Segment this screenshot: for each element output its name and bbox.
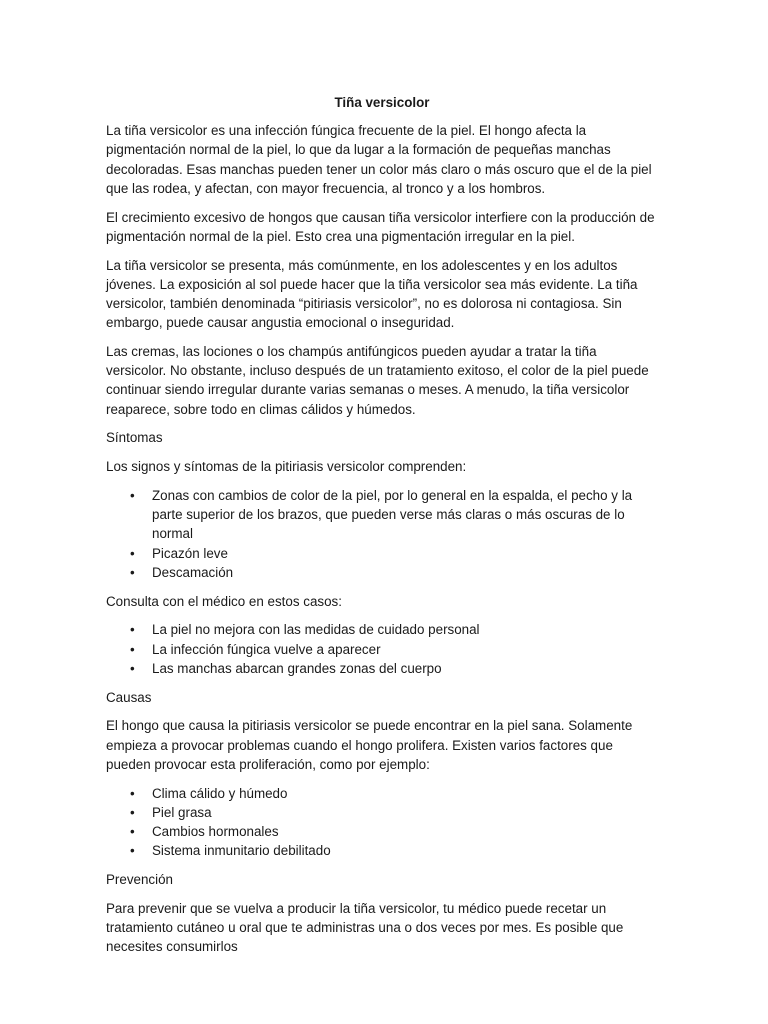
list-item — [106, 620, 658, 639]
list-item-text: Sistema inmunitario debilitado — [152, 843, 331, 859]
list-item — [106, 640, 658, 659]
list-item-text: Descamación — [152, 564, 234, 580]
list-item — [106, 544, 658, 563]
list-item — [106, 822, 658, 841]
bullet-icon: • — [130, 843, 135, 859]
list-item-text: La piel no mejora con las medidas de cuidado personal — [152, 622, 480, 638]
list-item — [106, 841, 658, 860]
bullet-icon: • — [130, 641, 135, 657]
intro-paragraph-4: Las cremas, las lociones o los champús antifúngicos pueden ayudar a tratar la tiña versicolor. No obstante, incluso después de un tratamiento exitoso, el color de la piel puede continuar siendo irregular durante varias semanas o meses. A menudo, la tiña versicolor reaparece, sobre todo en climas cálidos y húmedos. — [106, 344, 649, 417]
consult-list — [106, 620, 658, 678]
prevention-heading: Prevención — [106, 872, 173, 888]
symptoms-list — [106, 486, 658, 582]
list-item — [106, 803, 658, 822]
symptoms-heading: Síntomas — [106, 430, 163, 446]
bullet-icon: • — [130, 785, 135, 801]
list-item-text: La infección fúngica vuelve a aparecer — [152, 641, 381, 657]
prevention-text: Para prevenir que se vuelva a producir la tiña versicolor, tu médico puede recetar un tratamiento cutáneo u oral que te administras una o dos veces por mes. Es posible que necesites consumirlos — [106, 900, 624, 955]
intro-paragraph-3: La tiña versicolor se presenta, más comúnmente, en los adolescentes y en los adultos jóvenes. La exposición al sol puede hacer que la tiña versicolor sea más evidente. La tiña versicolor, también denominada “pitiriasis versicolor”, no es dolorosa ni contagiosa. Sin embargo, puede causar angustia emocional o inseguridad. — [106, 257, 638, 331]
intro-paragraph-1: La tiña versicolor es una infección fúngica frecuente de la piel. El hongo afecta la pigmentación normal de la piel, lo que da lugar a la formación de pequeñas manchas decoloradas. Esas manchas pueden tener un color más claro o más oscuro que el de la piel que las rodea, y afectan, con mayor frecuencia, al tronco y a los hombros. — [106, 123, 652, 196]
intro-paragraph-2: El crecimiento excesivo de hongos que causan tiña versicolor interfiere con la producción de pigmentación normal de la piel. Esto crea una pigmentación irregular en la piel. — [106, 209, 655, 244]
bullet-icon: • — [130, 804, 135, 820]
bullet-icon: • — [130, 824, 135, 840]
consult-lead: Consulta con el médico en estos casos: — [106, 593, 342, 609]
list-item-text: Clima cálido y húmedo — [152, 785, 288, 801]
symptoms-lead: Los signos y síntomas de la pitiriasis versicolor comprenden: — [106, 459, 467, 475]
list-item — [106, 486, 658, 544]
bullet-icon: • — [130, 564, 135, 580]
document-title: Tiña versicolor — [334, 95, 430, 110]
causes-lead: El hongo que causa la pitiriasis versicolor se puede encontrar en la piel sana. Solamente empieza a provocar problemas cuando el hongo prolifera. Existen varios factores que pueden provocar esta proliferación, como por ejemplo: — [106, 718, 633, 772]
list-item-text: Zonas con cambios de color de la piel, por lo general en la espalda, el pecho y la parte superior de los brazos, que pueden verse más claras o más oscuras de lo normal — [152, 488, 633, 542]
causes-heading: Causas — [106, 689, 152, 705]
causes-list — [106, 784, 658, 861]
bullet-icon: • — [130, 545, 135, 561]
bullet-icon: • — [130, 660, 135, 676]
bullet-icon: • — [130, 488, 135, 504]
list-item-text: Picazón leve — [152, 545, 228, 561]
list-item — [106, 563, 658, 582]
list-item-text: Piel grasa — [152, 804, 212, 820]
list-item-text: Cambios hormonales — [152, 824, 279, 840]
list-item — [106, 784, 658, 803]
list-item — [106, 659, 658, 678]
list-item-text: Las manchas abarcan grandes zonas del cuerpo — [152, 660, 442, 676]
bullet-icon: • — [130, 622, 135, 638]
